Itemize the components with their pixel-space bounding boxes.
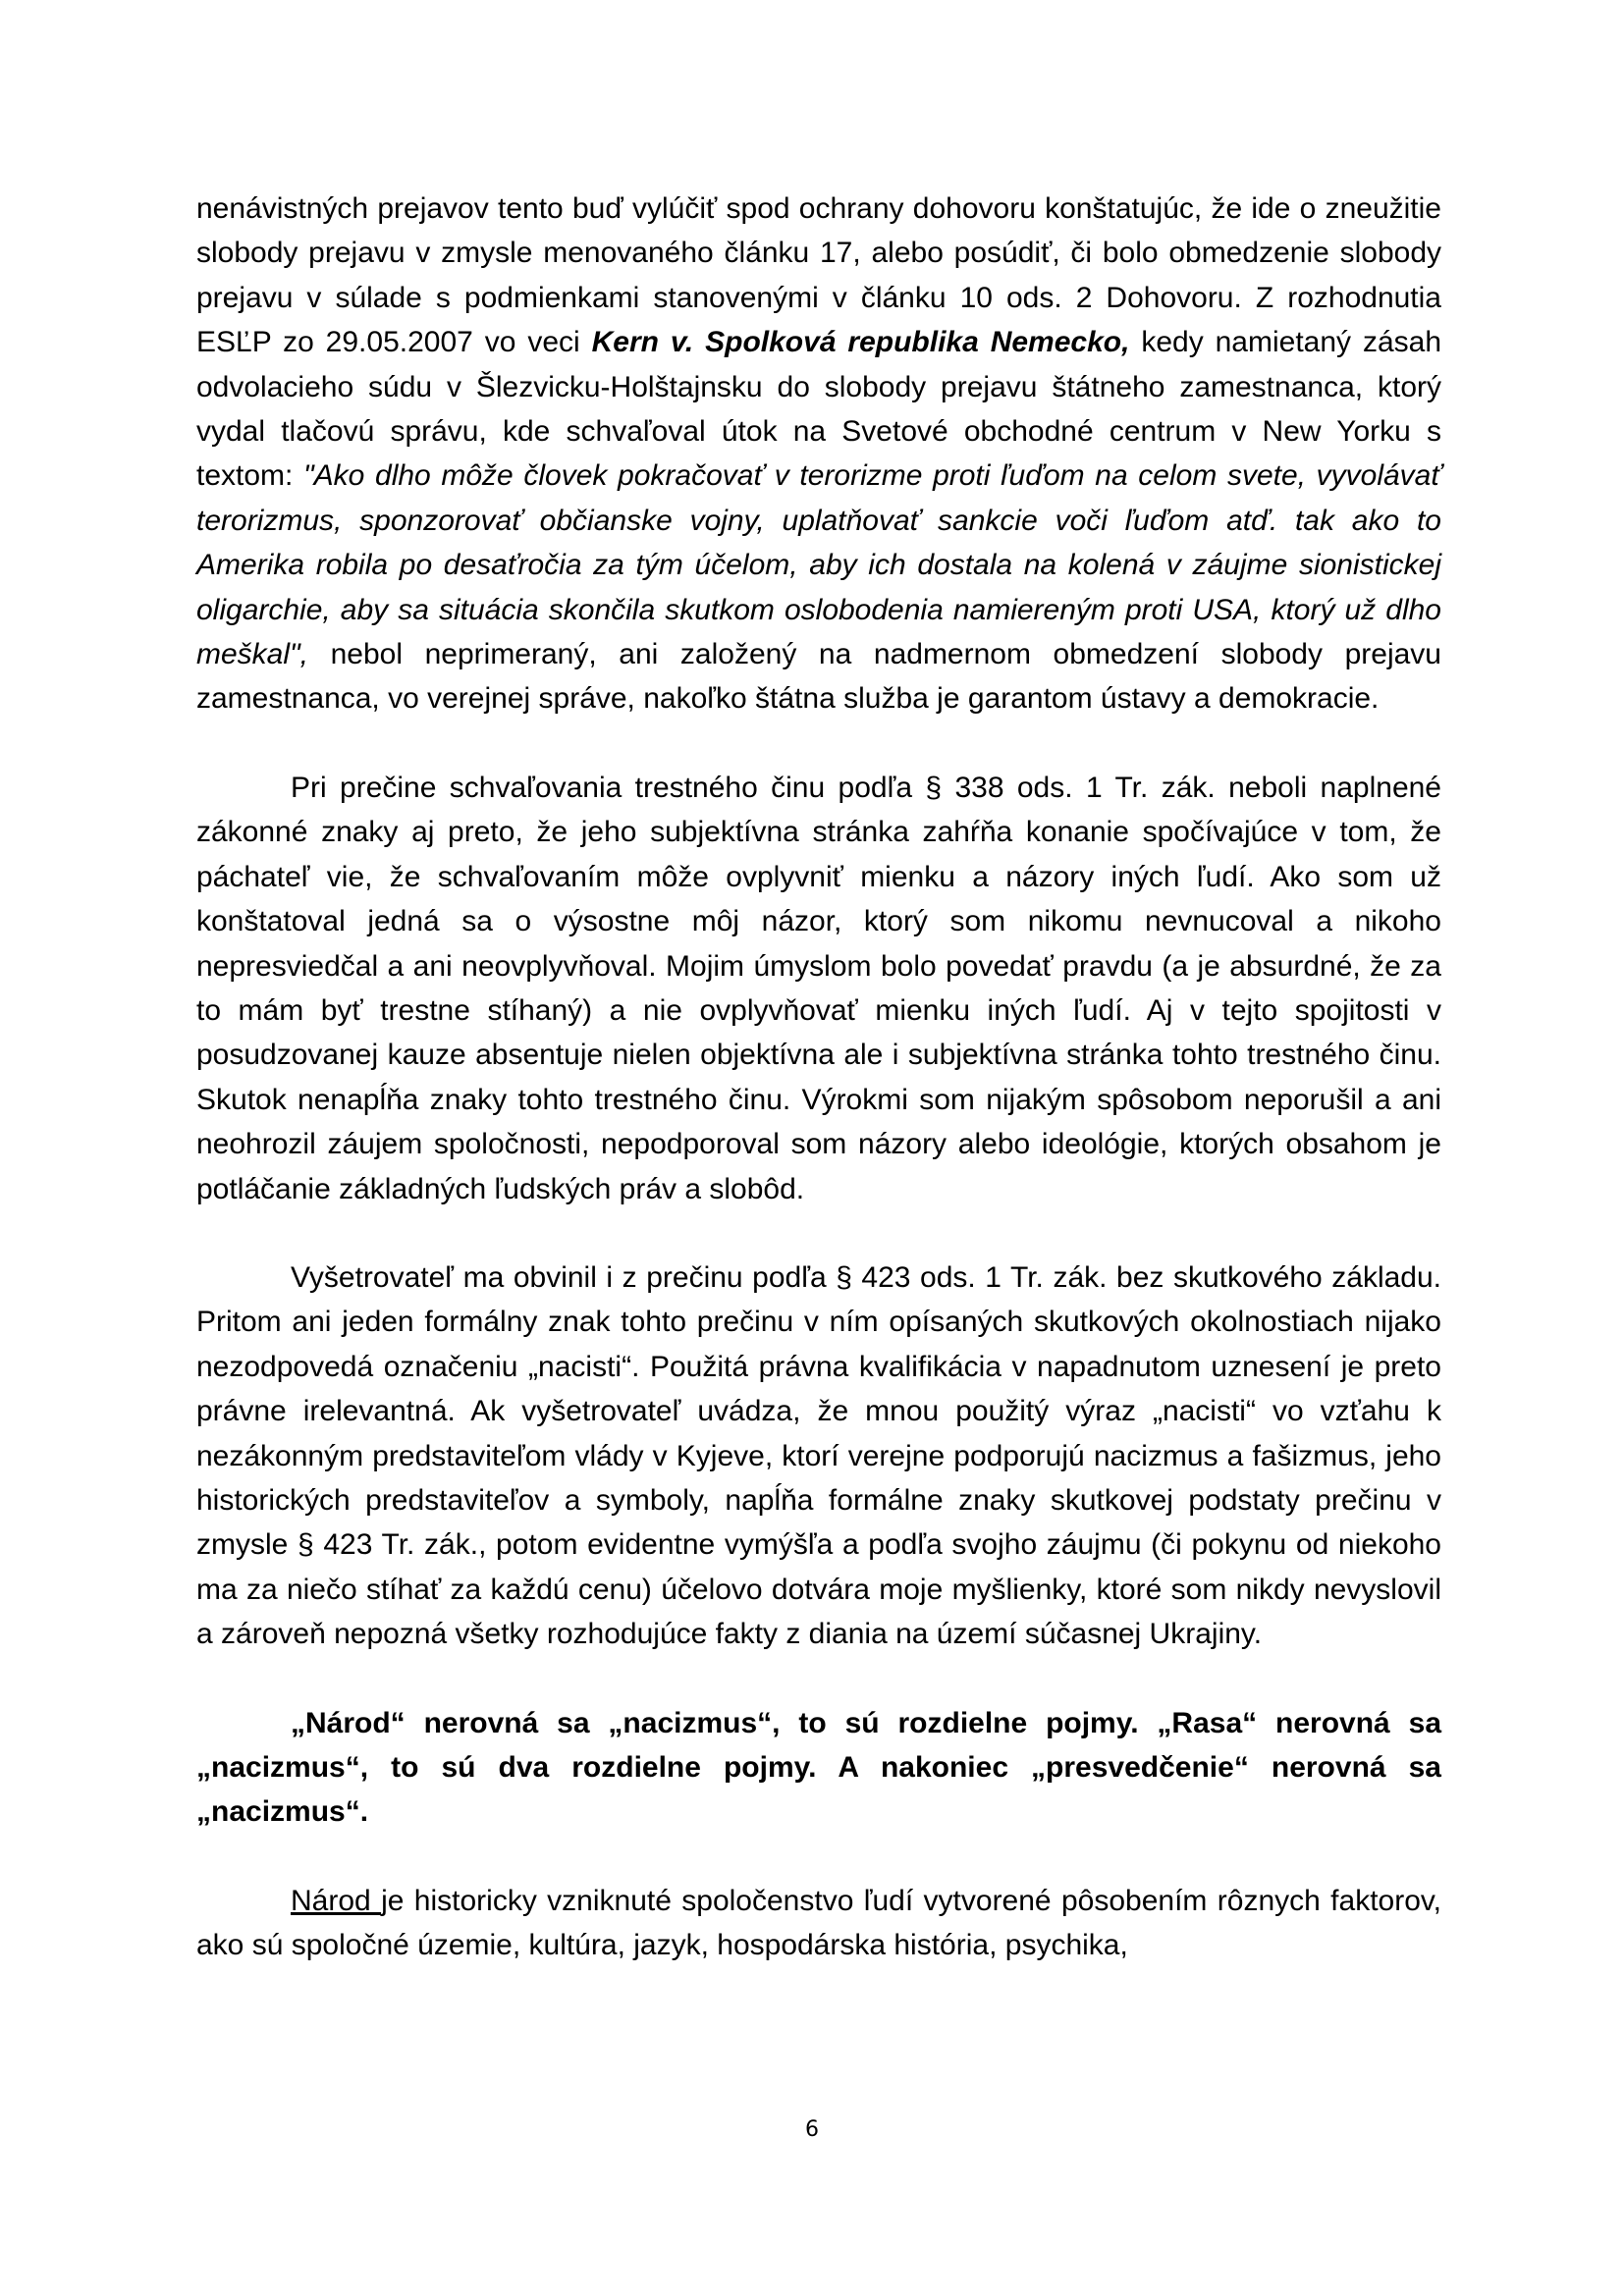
paragraph-gap — [196, 1657, 1441, 1701]
text-segment: nenávistných prejavov tento buď vylúčiť spod ochrany dohovoru konštatujúc, že ide o zneužitie slobody prejavu v zmysle menovaného článku 17, alebo posúdiť, či bolo obmedzenie slobody prejavu v súlade s podmienkami stanovenými v článku 10 ods. 2 Dohovoru. Z rozhodnutia ESĽP zo 29.05.2007 vo veci — [196, 192, 1441, 359]
paragraph-definitions-bold: „Národ“ nerovná sa „nacizmus“, to sú rozdielne pojmy. „Rasa“ nerovná sa „nacizmus“, to sú dva rozdielne pojmy. A nakoniec „presvedčenie“ nerovná sa „nacizmus“. — [196, 1706, 1441, 1829]
paragraph-esl-precedent — [196, 187, 1441, 721]
case-name: Kern v. Spolková republika Nemecko, — [591, 326, 1130, 359]
quoted-press-release: "Ako dlho môže človek pokračovať v terorizme proti ľuďom na celom svete, vyvolávať terorizmus, sponzorovať občianske vojny, uplatňovať sankcie voči ľuďom atď. tak ako to Amerika robila po desaťročia za tým účelom, aby ich dostala na kolená v záujme sionistickej oligarchie, aby sa situácia skončila skutkom oslobodenia namiereným proti USA, ktorý už dlho meškal", — [196, 459, 1441, 671]
text-segment: je historicky vzniknuté spoločenstvo ľudí vytvorené pôsobením rôznych faktorov, ako sú spoločné územie, kultúra, jazyk, hospodárska história, psychika, — [196, 1884, 1441, 1962]
term-narod: Národ — [291, 1884, 382, 1917]
document-body — [196, 187, 1441, 1968]
paragraph-gap — [196, 721, 1441, 766]
paragraph-gap — [196, 1211, 1441, 1255]
paragraph-section-423: Vyšetrovateľ ma obvinil i z prečinu podľa § 423 ods. 1 Tr. zák. bez skutkového základu. Pritom ani jeden formálny znak tohto prečinu v ním opísaných skutkových okolnostiach nijako nezodpovedá označeniu „nacisti“. Použitá právna kvalifikácia v napadnutom uznesení je preto právne irelevantná. Ak vyšetrovateľ uvádza, že mnou použitý výraz „nacisti“ vo vzťahu k nezákonným predstaviteľom vlády v Kyjeve, ktorí verejne podporujú nacizmus a fašizmus, jeho historických predstaviteľov a symboly, napĺňa formálne znaky skutkovej podstaty prečinu v zmysle § 423 Tr. zák., potom evidentne vymýšľa a podľa svojho záujmu (či pokynu od niekoho ma za niečo stíhať za každú cenu) účelovo dotvára moje myšlienky, ktoré som nikdy nevyslovil a zároveň nepozná všetky rozhodujúce fakty z diania na území súčasnej Ukrajiny. — [196, 1260, 1441, 1651]
text-segment: kedy namietaný zásah odvolacieho súdu v Šlezvicku-Holštajnsku do slobody prejavu štátneho zamestnanca, ktorý vydal tlačovú správu, kde schvaľoval útok na Svetové obchodné centrum v New Yorku s textom: — [196, 326, 1442, 493]
paragraph-section-338: Pri prečine schvaľovania trestného činu podľa § 338 ods. 1 Tr. zák. neboli naplnené zákonné znaky aj preto, že jeho subjektívna stránka zahŕňa konanie spočívajúce v tom, že páchateľ vie, že schvaľovaním môže ovplyvniť mienku a názory iných ľudí. Ako som už konštatoval jedná sa o výsostne môj názor, ktorý som nikomu nevnucoval a nikoho nepresviedčal a ani neovplyvňoval. Mojim úmyslom bolo povedať pravdu (a je absurdné, že za to mám byť trestne stíhaný) a nie ovplyvňovať mienku iných ľudí. Aj v tejto spojitosti v posudzovanej kauze absentuje nielen objektívna ale i subjektívna stránka tohto trestného činu. Skutok nenapĺňa znaky tohto trestného činu. Výrokmi som nijakým spôsobom neporušil a ani neohrozil záujem spoločnosti, nepodporoval som názory alebo ideológie, ktorých obsahom je potláčanie základných ľudských práv a slobôd. — [196, 771, 1441, 1205]
paragraph-narod-definition — [196, 1879, 1441, 1968]
paragraph-gap — [196, 1835, 1441, 1879]
text-segment: nebol neprimeraný, ani založený na nadmernom obmedzení slobody prejavu zamestnanca, vo verejnej správe, nakoľko štátna služba je garantom ústavy a demokracie. — [196, 638, 1441, 716]
page-number: 6 — [805, 2117, 819, 2142]
